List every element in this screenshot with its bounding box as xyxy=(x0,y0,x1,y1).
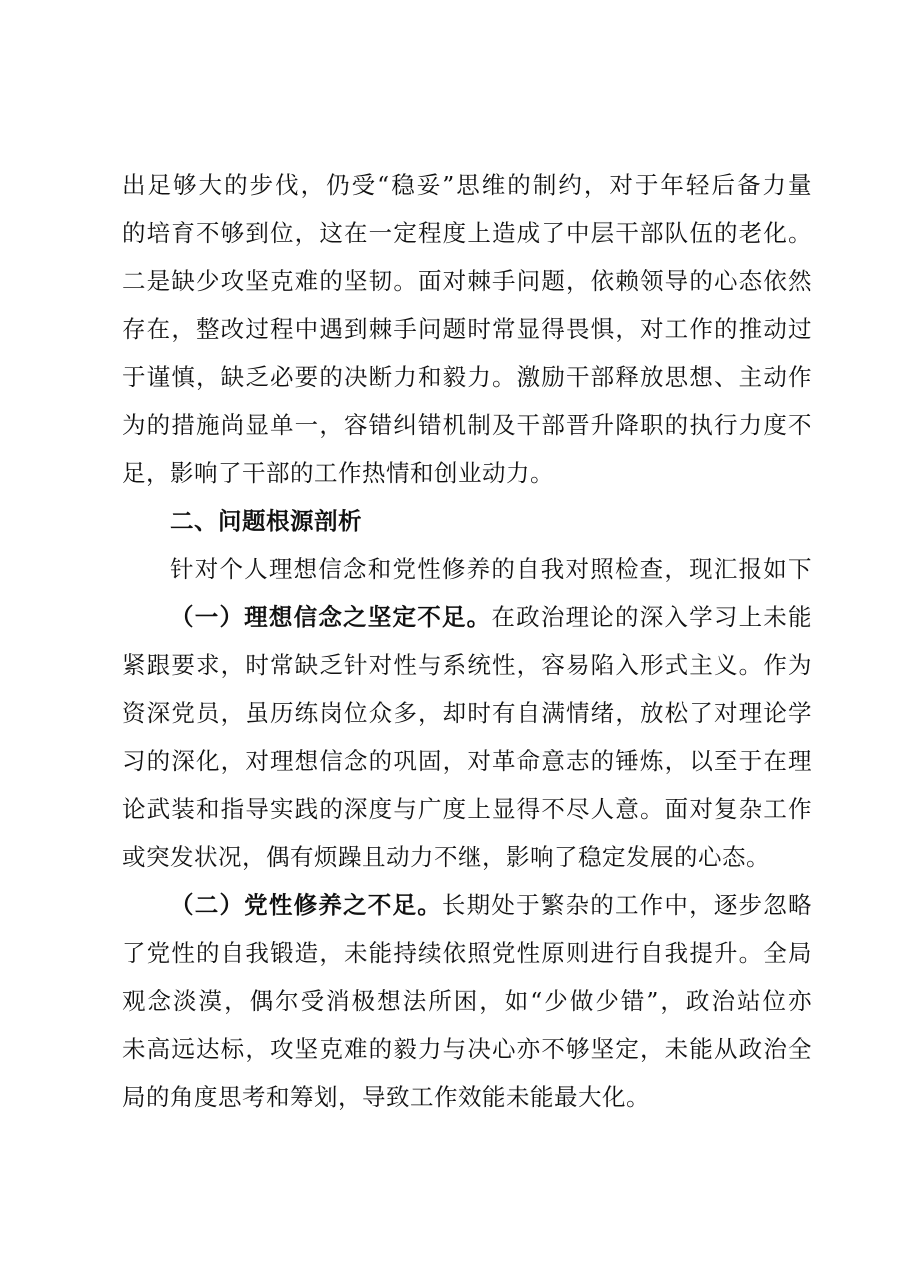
section2-first-rest: 长期处于繁杂的工作中，逐步忽略 xyxy=(441,891,813,919)
text-line: 的培育不够到位，这在一定程度上造成了中层干部队伍的老化。 xyxy=(122,219,812,247)
text-line: 存在，整改过程中遇到棘手问题时常显得畏惧，对工作的推动过 xyxy=(122,315,812,343)
text-line: 于谨慎，缺乏必要的决断力和毅力。激励干部释放思想、主动作 xyxy=(122,363,812,391)
text-line: 资深党员，虽历练岗位众多，却时有自满情绪，放松了对理论学 xyxy=(122,699,812,727)
text-line: 未高远达标，攻坚克难的毅力与决心亦不够坚定，未能从政治全 xyxy=(122,1035,812,1063)
text-line: 为的措施尚显单一，容错纠错机制及干部晋升降职的执行力度不 xyxy=(122,411,812,439)
section2-lead: （二）党性修养之不足。 xyxy=(170,891,442,919)
text-line: 足，影响了干部的工作热情和创业动力。 xyxy=(122,459,554,487)
text-line: 了党性的自我锻造，未能持续依照党性原则进行自我提升。全局 xyxy=(122,939,812,967)
section1-first-rest: 在政治理论的深入学习上未能 xyxy=(491,603,813,631)
section-heading: 二、问题根源剖析 xyxy=(170,507,362,535)
text-line: 或突发状况，偶有烦躁且动力不继，影响了稳定发展的心态。 xyxy=(122,843,770,871)
section1-lead: （一）理想信念之坚定不足。 xyxy=(170,603,492,631)
intro-line: 针对个人理想信念和党性修养的自我对照检查，现汇报如下 xyxy=(170,555,812,583)
text-line: 出足够大的步伐，仍受“稳妥”思维的制约，对于年轻后备力量 xyxy=(122,171,812,199)
section2-first-line xyxy=(170,890,812,920)
text-line: 论武装和指导实践的深度与广度上显得不尽人意。面对复杂工作 xyxy=(122,795,812,823)
text-line: 紧跟要求，时常缺乏针对性与系统性，容易陷入形式主义。作为 xyxy=(122,651,812,679)
section1-first-line xyxy=(170,602,812,632)
text-line: 习的深化，对理想信念的巩固，对革命意志的锤炼，以至于在理 xyxy=(122,747,812,775)
text-line: 观念淡漠，偶尔受消极想法所困，如“少做少错”，政治站位亦 xyxy=(122,987,812,1015)
text-line: 二是缺少攻坚克难的坚韧。面对棘手问题，依赖领导的心态依然 xyxy=(122,267,812,295)
text-line: 局的角度思考和筹划，导致工作效能未能最大化。 xyxy=(122,1083,650,1111)
